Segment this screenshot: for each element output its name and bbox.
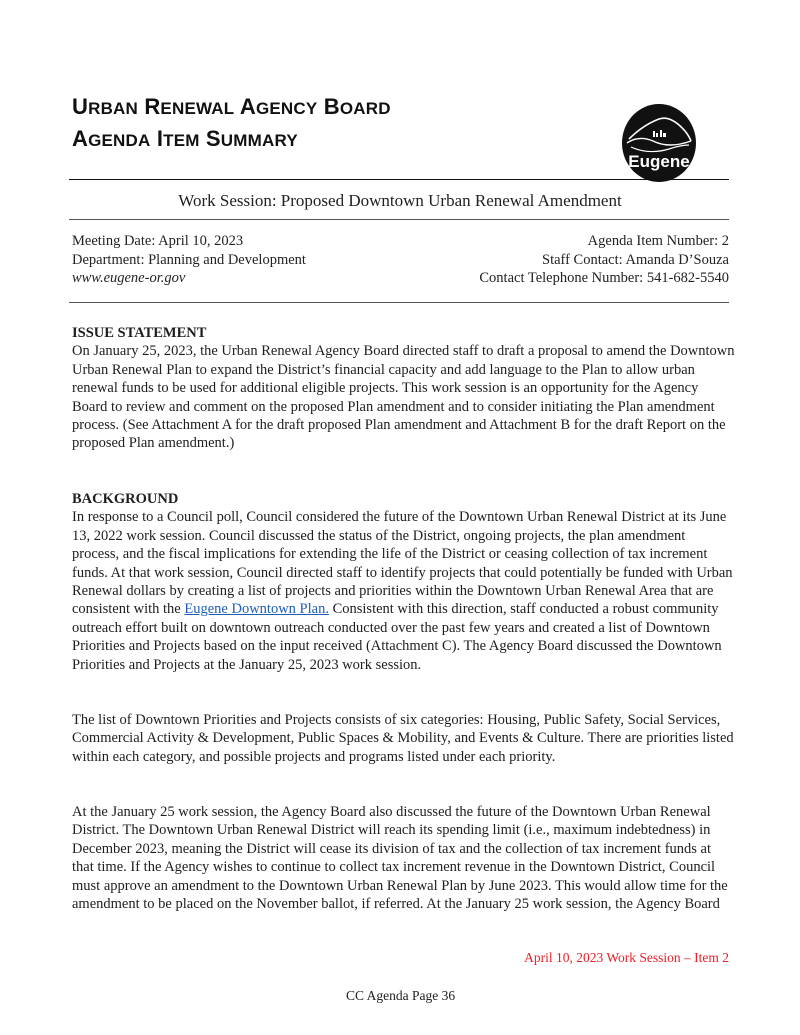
title-word: U — [72, 94, 89, 119]
title-word-rest: ENEWAL — [160, 99, 235, 118]
title-word-rest: OARD — [339, 99, 391, 118]
issue-statement-section — [72, 324, 736, 453]
title-word: R — [144, 94, 161, 119]
paragraph-text: Consistent with this direction, staff conducted a robust community outreach effort built on downtown outreach conducted over the past few years and created a list of Downtown Priorities and Projects based on the input received (Attachment C). The Agency Board discussed the Downtown Priorities and Projects at the January 25, 2023 work session. — [72, 601, 722, 673]
eugene-city-logo-icon — [619, 103, 699, 183]
title-line-1 — [72, 92, 391, 124]
paragraph-text: At the January 25 work session, the Agency Board also discussed the future of the Downtown Urban Renewal District. The Downtown Urban Renewal District will reach its spending limit (i.e., maximum indebtedness) in December 2023, meaning the District will cease its division of tax and the collection of tax increment funds at that time. If the Agency wishes to continue to collect tax increment revenue in the Downtown District, Council must approve an amendment to the Downtown Urban Renewal Plan by June 2023. This would allow time for the amendment to be placed on the November ballot, if referred. At the January 25 work session, the Agency Board — [72, 804, 728, 913]
issue-statement-heading: ISSUE STATEMENT — [72, 325, 207, 341]
title-word: A — [72, 126, 89, 151]
title-word: B — [323, 94, 340, 119]
title-word-rest: TEM — [163, 131, 200, 150]
title-word-rest: GENDA — [88, 131, 151, 150]
website-link[interactable]: www.eugene-or.gov — [72, 270, 186, 286]
header-divider — [69, 179, 729, 180]
department: Department: Planning and Development — [72, 251, 306, 268]
title-word: S — [205, 126, 221, 151]
meta-left — [72, 232, 306, 288]
title-line-2 — [72, 124, 391, 156]
background-heading: BACKGROUND — [72, 491, 179, 507]
meta-right — [479, 232, 729, 288]
work-session-subtitle: Work Session: Proposed Downtown Urban Renewal Amendment — [178, 191, 622, 210]
issue-statement-text: On January 25, 2023, the Urban Renewal Agency Board directed staff to draft a proposal to amend the Downtown Urban Renewal Plan to expand the District’s financial capacity and add language to the Plan to allow urban renewal funds to be used for additional eligible projects. This work session is an opportunity for the Agency Board to review and comment on the proposed Plan amendment and to consider initiating the Plan amendment process. (See Attachment A for the draft proposed Plan amendment and Attachment B for the draft Report on the proposed Plan amendment.) — [72, 343, 735, 452]
staff-contact: Staff Contact: Amanda D’Souza — [542, 251, 729, 268]
title-word-rest: GENCY — [255, 99, 318, 118]
title-word: I — [156, 126, 164, 151]
meeting-date: Meeting Date: April 10, 2023 — [72, 233, 244, 249]
background-paragraph-1 — [72, 508, 736, 674]
contact-telephone: Contact Telephone Number: 541-682-5540 — [479, 270, 729, 286]
title-word: A — [239, 94, 256, 119]
eugene-downtown-plan-link[interactable]: Eugene Downtown Plan. — [184, 601, 329, 618]
document-title — [72, 92, 391, 156]
page-number-footer: CC Agenda Page 36 — [346, 988, 456, 1003]
title-word-rest: UMMARY — [220, 131, 298, 150]
subtitle-divider — [69, 219, 729, 220]
background-paragraph-3 — [72, 803, 736, 913]
background-paragraph-2 — [72, 711, 736, 766]
work-session-footer: April 10, 2023 Work Session – Item 2 — [524, 950, 729, 965]
paragraph-text: In response to a Council poll, Council considered the future of the Downtown Urban Renewal District at its June 13, 2022 work session. Council discussed the status of the District, ongoing projects, the plan amendment process, and the fiscal implications for extending the life of the District or ceasing collection of tax increment funds. At that work session, Council directed staff to identify projects that could potentially be funded with Urban Renewal dollars by creating a list of projects and priorities within the Downtown Urban Renewal Area that are consistent with the — [72, 509, 733, 618]
paragraph-text: The list of Downtown Priorities and Projects consists of six categories: Housing, Public Safety, Social Services, Commercial Activity & Development, Public Spaces & Mobility, and Events & Culture. There are priorities listed within each category, and possible projects and programs listed under each priority. — [72, 712, 734, 765]
meta-divider — [69, 302, 729, 303]
logo-text: Eugene — [628, 152, 690, 171]
agenda-item-number: Agenda Item Number: 2 — [587, 233, 729, 249]
title-word-rest: RBAN — [88, 99, 139, 118]
background-section — [72, 490, 736, 674]
